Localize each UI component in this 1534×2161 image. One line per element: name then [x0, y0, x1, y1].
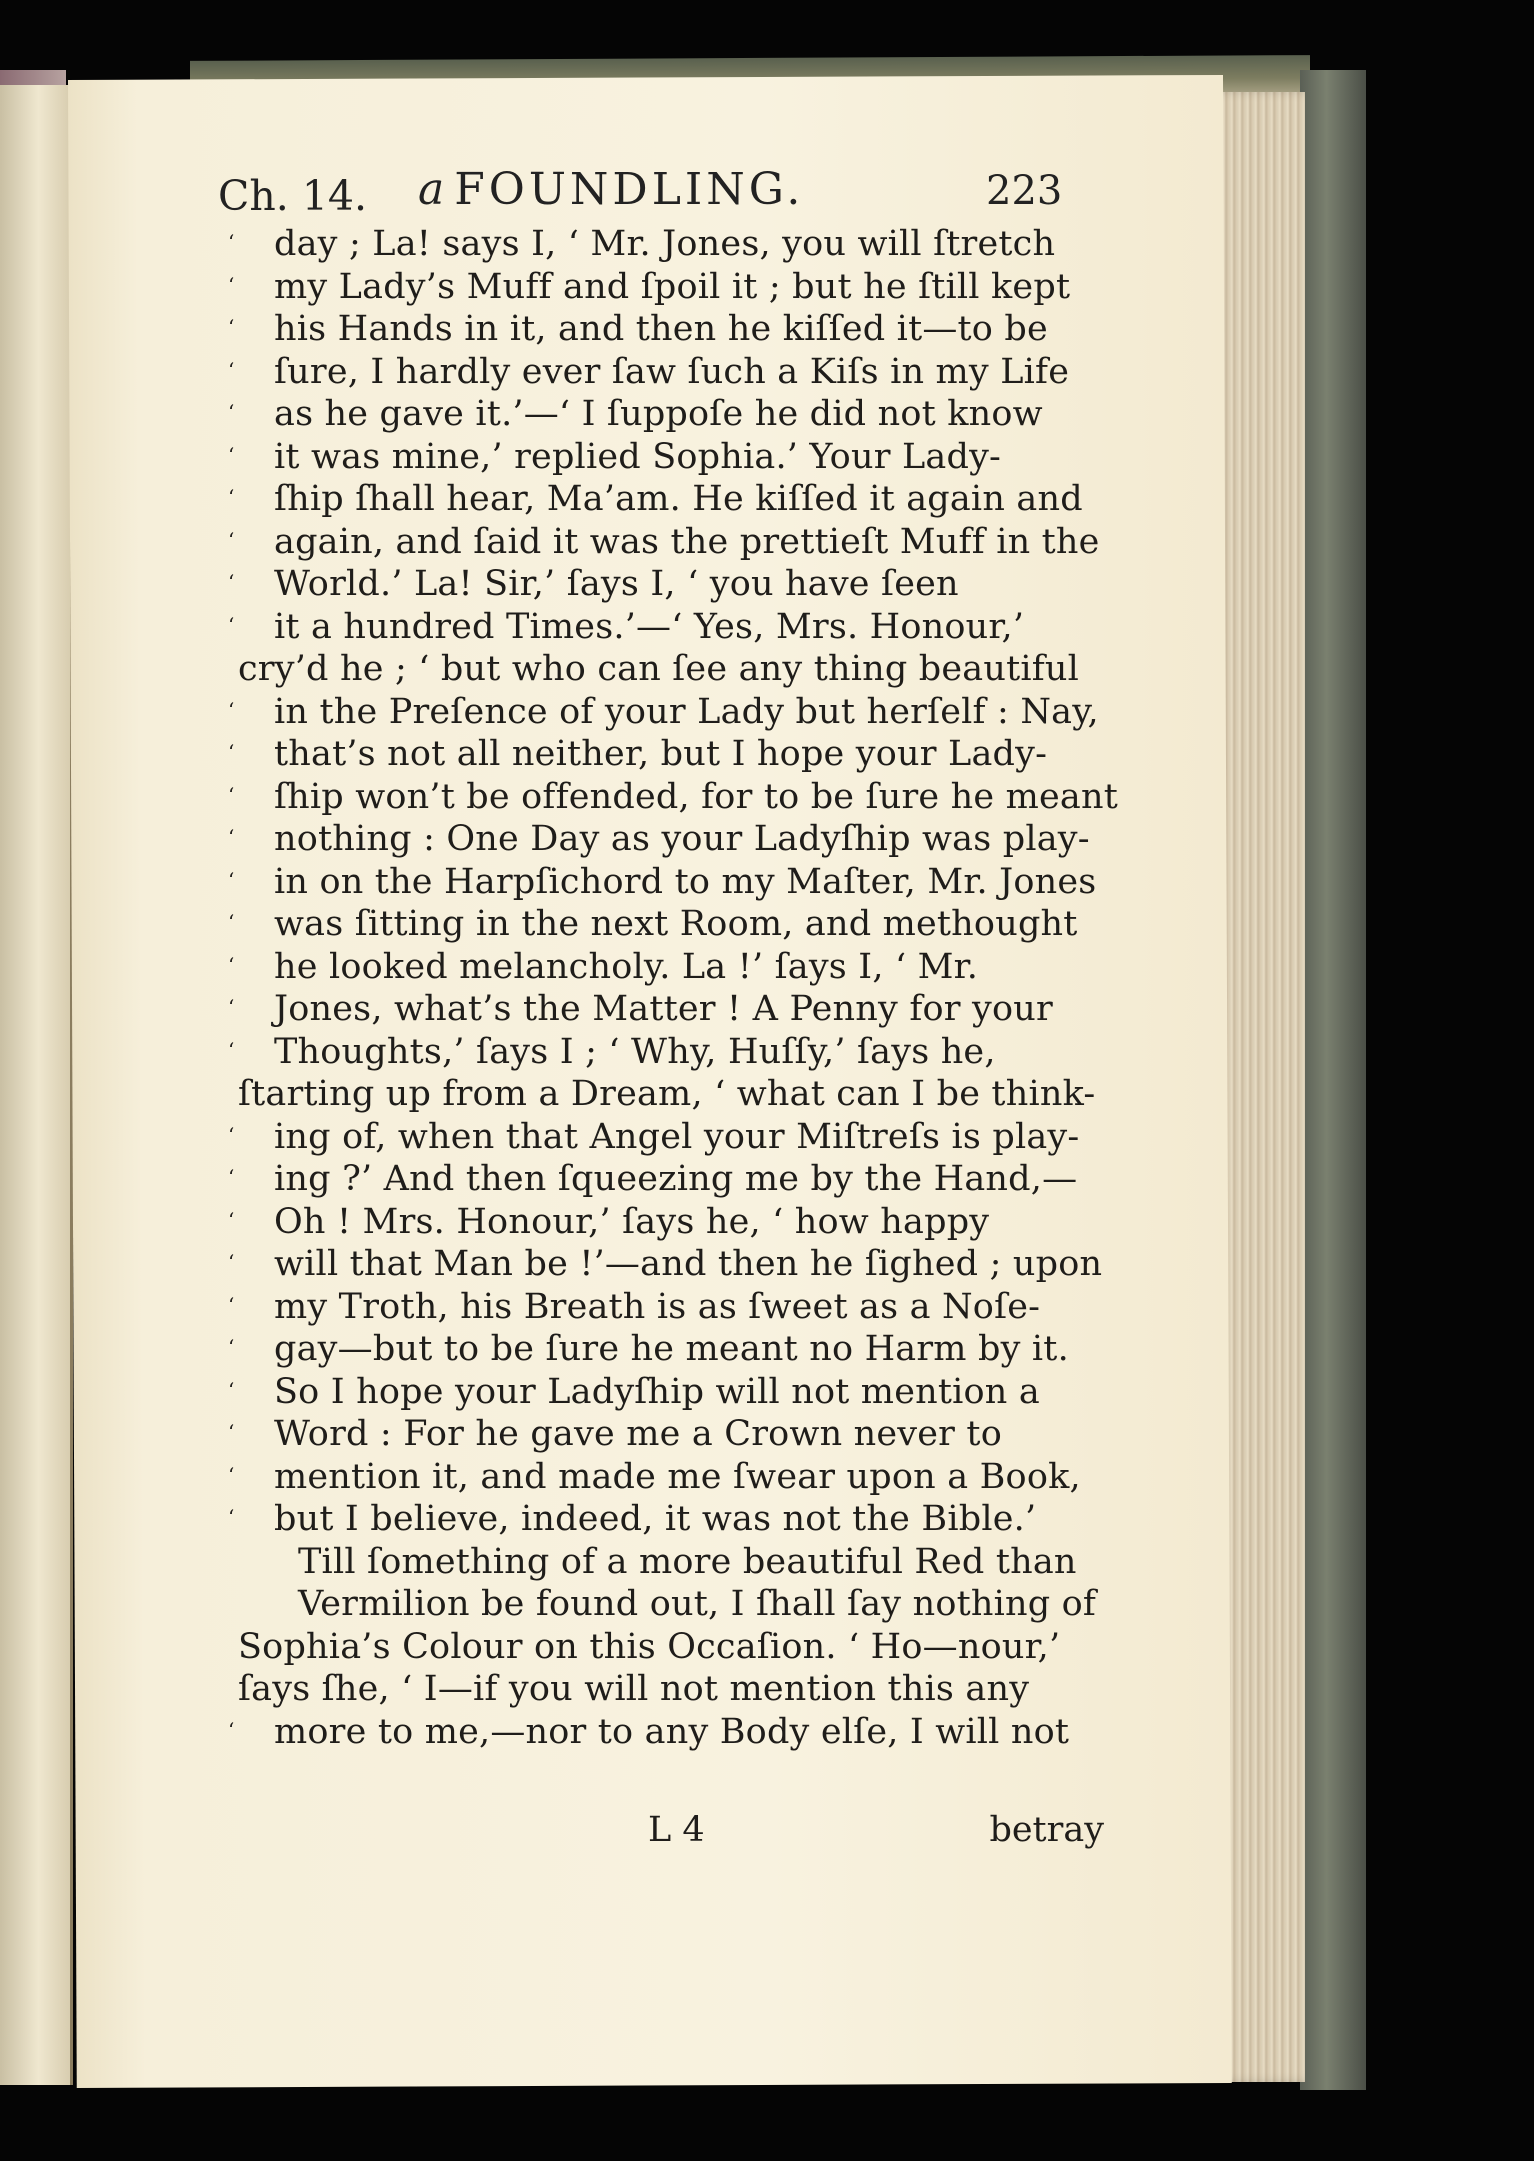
- text-line: [228, 1159, 1098, 1202]
- text-line: [228, 1074, 1098, 1117]
- page-number: 223: [986, 168, 1063, 214]
- line-text: my Lady’s Muff and ſpoil it ; but he ſtill kept: [274, 266, 1071, 307]
- quote-mark: ‘: [228, 1335, 235, 1359]
- quote-mark: ‘: [228, 1377, 235, 1402]
- quote-mark: ‘: [228, 570, 235, 594]
- quote-mark: ‘: [228, 527, 235, 552]
- text-line: [228, 309, 1098, 352]
- text-line: [228, 1117, 1098, 1160]
- line-text: gay—but to be ſure he meant no Harm by it.: [274, 1329, 1069, 1369]
- quote-mark: ‘: [228, 1037, 235, 1062]
- quote-mark: ‘: [228, 1122, 235, 1147]
- quote-mark: ‘: [228, 782, 235, 807]
- line-text: will that Man be !’—and then he ſighed ; upon: [274, 1244, 1103, 1284]
- quote-mark: ‘: [228, 1250, 235, 1274]
- text-line: [228, 564, 1098, 607]
- line-text: mention it, and made me ſwear upon a Book,: [274, 1456, 1081, 1497]
- quote-mark: ‘: [228, 1292, 235, 1317]
- page-footer: [228, 1810, 1104, 1860]
- line-text: ſure, I hardly ever ſaw ſuch a Kiſs in my Life: [274, 351, 1070, 392]
- text-line: [228, 692, 1098, 735]
- text-line: [228, 1414, 1098, 1457]
- text-line: [228, 1584, 1098, 1627]
- text-line: [228, 607, 1098, 650]
- running-head: [218, 164, 1098, 232]
- text-line: [228, 1329, 1098, 1372]
- quote-mark: ‘: [228, 400, 235, 424]
- line-text: his Hands in it, and then he kiſſed it—to be: [274, 309, 1048, 349]
- quote-mark: ‘: [228, 612, 235, 637]
- text-line: [228, 1287, 1098, 1330]
- line-text: as he gave it.’—‘ I ſuppoſe he did not know: [274, 394, 1043, 434]
- quote-mark: ‘: [228, 315, 235, 339]
- text-line: [228, 1712, 1098, 1755]
- line-text: in the Preſence of your Lady but herſelf : Nay,: [274, 691, 1099, 732]
- left-page-edge: [0, 85, 73, 2085]
- line-text: day ; La! says I, ‘ Mr. Jones, you will ſtretch: [274, 224, 1056, 264]
- quote-mark: ‘: [228, 867, 235, 892]
- text-line: [228, 947, 1098, 990]
- catchword: betray: [989, 1810, 1104, 1850]
- running-title: [418, 164, 804, 215]
- quote-mark: ‘: [228, 357, 235, 382]
- text-line: [228, 989, 1098, 1032]
- line-text: Jones, what’s the Matter ! A Penny for your: [274, 989, 1053, 1029]
- text-line: [228, 776, 1118, 820]
- line-text: World.’ La! Sir,’ ſays I, ‘ you have ſeen: [274, 564, 959, 604]
- text-line: [228, 734, 1098, 777]
- text-line: [228, 1457, 1098, 1500]
- line-text: that’s not all neither, but I hope your Lady-: [274, 734, 1048, 774]
- quote-mark: ‘: [228, 442, 235, 467]
- quote-mark: ‘: [228, 272, 235, 297]
- line-text: it a hundred Times.’—‘ Yes, Mrs. Honour,’: [274, 606, 1025, 647]
- line-text: Till ſomething of a more beautiful Red than: [298, 1541, 1077, 1582]
- text-line: [228, 1627, 1098, 1670]
- line-text: was ſitting in the next Room, and methought: [274, 904, 1078, 944]
- quote-mark: ‘: [228, 1420, 235, 1444]
- title-article: a: [418, 164, 445, 215]
- text-line: [228, 394, 1098, 437]
- line-text: my Troth, his Breath is as ſweet as a Noſe-: [274, 1286, 1041, 1327]
- text-line: [228, 819, 1098, 862]
- text-line: [228, 224, 1098, 267]
- quote-mark: ‘: [228, 825, 235, 849]
- line-text: it was mine,’ replied Sophia.’ Your Lady-: [274, 436, 1002, 477]
- title-word: FOUNDLING.: [454, 164, 805, 215]
- quote-mark: ‘: [228, 1717, 235, 1742]
- line-text: more to me,—nor to any Body elſe, I will not: [274, 1711, 1070, 1752]
- text-line: [228, 904, 1098, 947]
- text-line: [228, 522, 1098, 565]
- quote-mark: ‘: [228, 910, 235, 934]
- line-text: but I believe, indeed, it was not the Bible.’: [274, 1499, 1037, 1539]
- quote-mark: ‘: [228, 230, 235, 254]
- quote-mark: ‘: [228, 952, 235, 977]
- line-text: So I hope your Ladyſhip will not mention a: [274, 1371, 1040, 1412]
- line-text: again, and ſaid it was the prettieſt Muff in the: [274, 521, 1100, 562]
- line-text: Oh ! Mrs. Honour,’ ſays he, ‘ how happy: [274, 1201, 990, 1242]
- text-line: [228, 1032, 1098, 1075]
- line-text: ſhip ſhall hear, Ma’am. He kiſſed it again and: [274, 479, 1083, 519]
- quote-mark: ‘: [228, 1165, 235, 1189]
- quote-mark: ‘: [228, 697, 235, 722]
- text-line: [228, 862, 1098, 905]
- signature-mark: L 4: [648, 1810, 705, 1850]
- quote-mark: ‘: [228, 995, 235, 1019]
- text-line: [228, 267, 1098, 310]
- text-line: [228, 1542, 1098, 1585]
- line-text: ſtarting up from a Dream, ‘ what can I be think-: [238, 1074, 1096, 1114]
- line-text: Word : For he gave me a Crown never to: [274, 1414, 1002, 1454]
- text-line: [228, 437, 1098, 480]
- text-line: [228, 1669, 1098, 1712]
- line-text: ſays ſhe, ‘ I—if you will not mention this any: [238, 1669, 1030, 1709]
- text-line: [228, 352, 1098, 395]
- text-line: [228, 479, 1098, 522]
- line-text: Thoughts,’ ſays I ; ‘ Why, Huſſy,’ ſays he,: [274, 1031, 996, 1072]
- quote-mark: ‘: [228, 485, 235, 509]
- quote-mark: ‘: [228, 1207, 235, 1232]
- chapter-label: Ch. 14.: [218, 172, 368, 220]
- line-text: nothing : One Day as your Ladyſhip was play-: [274, 819, 1090, 859]
- line-text: ſhip won’t be offended, for to be ſure he meant: [274, 776, 1118, 817]
- text-line: [228, 649, 1098, 692]
- line-text: Vermilion be found out, I ſhall ſay nothing of: [298, 1584, 1097, 1624]
- text-line: [228, 1372, 1098, 1415]
- text-line: [228, 1499, 1098, 1542]
- quote-mark: ‘: [228, 740, 235, 764]
- line-text: ing of, when that Angel your Miſtreſs is play-: [274, 1116, 1080, 1157]
- body-text: [228, 224, 1118, 1754]
- line-text: ing ?’ And then ſqueezing me by the Hand,—: [274, 1159, 1078, 1199]
- text-line: [228, 1202, 1098, 1245]
- quote-mark: ‘: [228, 1462, 235, 1487]
- line-text: cry’d he ; ‘ but who can ſee any thing beautiful: [238, 649, 1080, 689]
- text-line: [228, 1244, 1103, 1287]
- quote-mark: ‘: [228, 1505, 235, 1529]
- line-text: in on the Harpſichord to my Maſter, Mr. Jones: [274, 861, 1097, 902]
- book-cover-right: [1300, 70, 1366, 2090]
- line-text: he looked melancholy. La !’ ſays I, ‘ Mr.: [274, 946, 979, 987]
- line-text: Sophia’s Colour on this Occaſion. ‘ Ho—nour,’: [238, 1626, 1061, 1667]
